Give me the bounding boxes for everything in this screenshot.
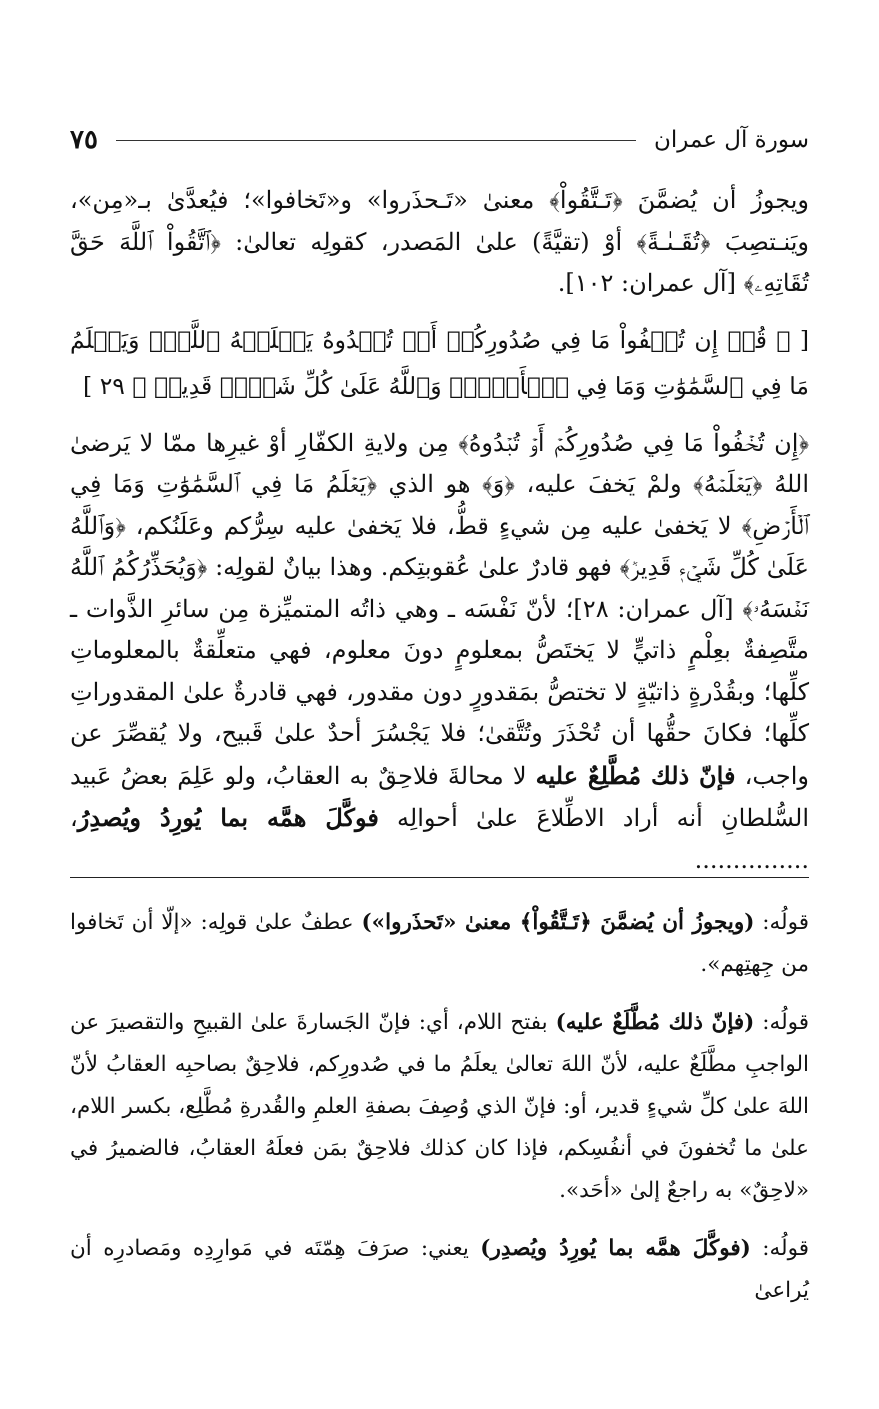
footnote-divider bbox=[70, 877, 809, 878]
note-2-prefix: قولُه: bbox=[754, 1010, 810, 1035]
running-title: سورة آل عمران bbox=[653, 127, 809, 153]
page-number: ٧٥ bbox=[70, 125, 98, 155]
paragraph-2-emphasis: فإنّ ذلك مُطَّلِعٌ عليه bbox=[535, 760, 736, 790]
note-3-lemma: (فوكَّلَ همَّه بما يُورِدُ ويُصدِر) bbox=[480, 1236, 751, 1261]
note-1-prefix: قولُه: bbox=[754, 910, 809, 935]
paragraph-2-emphasis-2: فوكَّلَ همَّه بما يُورِدُ ويُصدِرُ bbox=[77, 803, 379, 832]
quran-verse: [ ﴿ قُلۡ إِن تُخۡفُواْ مَا فِي صُدُورِكُمۡ أَوۡ تُبۡدُوهُ يَعۡلَمۡهُ ٱللَّهُۗ وَيَعۡلَمُ مَا فِي ٱلسَّمَٰوَٰتِ وَمَا فِي ٱلۡأَرۡضِۗ وَٱللَّهُ عَلَىٰ كُلِّ شَيۡءٖ قَدِيرٞ ﴾ ٢٩ ] bbox=[70, 325, 809, 400]
note-2-lemma: (فإنّ ذلك مُطَّلَعٌ عليه) bbox=[555, 1010, 755, 1035]
note-2 bbox=[70, 1002, 809, 1212]
page-header bbox=[70, 122, 809, 158]
main-text bbox=[70, 180, 809, 881]
header-rule bbox=[116, 140, 636, 141]
paragraph-2 bbox=[70, 423, 809, 882]
note-3-text: يعني: صرَفَ هِمّتَه في مَوارِدِه ومَصادرِه أن يُراعىٰ bbox=[70, 1236, 809, 1303]
paragraph-2-dots: ، ............... bbox=[70, 804, 809, 874]
paragraph-2-text: ﴿إِن تُخۡفُواْ مَا فِي صُدُورِكُمۡ أَوۡ تُبۡدُوهُ﴾ مِن ولايةِ الكفّارِ أوْ غيرِها ممّا لا يَرضىٰ اللهُ ﴿يَعۡلَمۡهُ﴾ ولمْ يَخفَ عليه، ﴿وَ﴾ هو الذي ﴿يَعۡلَمُ مَا فِي ٱلسَّمَٰوَٰتِ وَمَا فِي ٱلۡأَرۡضِ﴾ لا يَخفىٰ عليه مِن شيءٍ قطُّ، فلا يَخفىٰ عليه سِرُّكم وعَلَنُكم، ﴿وَٱللَّهُ عَلَىٰ كُلِّ شَيۡءٖ قَدِيرٞ﴾ فهو قادرٌ علىٰ عُقوبتِكم. وهذا بيانٌ لقولِه: ﴿وَيُحَذِّرُكُمُ ٱللَّهُ نَفۡسَهُۥ﴾ [آل عمران: ٢٨]؛ لأنّ نَفْسَه ـ وهي ذاتُه المتميِّزة مِن سائرِ الذَّوات ـ متَّصِفةٌ بعِلْمٍ ذاتيٍّ لا يَختَصُّ بمعلومٍ دونَ معلوم، فهي متعلِّقةٌ بالمعلوماتِ كلِّها؛ وبقُدْرةٍ ذاتيّةٍ لا تختصُّ بمَقدورٍ دون مقدور، فهي قادرةٌ علىٰ المقدوراتِ كلِّها؛ فكانَ حقُّها أن تُحْذَرَ وتُتَّقىٰ؛ فلا يَجْسُرَ أحدٌ علىٰ قَبيح، ولا يُقصِّرَ عن واجب، bbox=[70, 428, 809, 790]
note-3-prefix: قولُه: bbox=[750, 1236, 809, 1261]
paragraph-1: ويجوزُ أن يُضمَّنَ ﴿تَـتَّقُواْ﴾ معنىٰ «تَـحذَروا» و«تَخافوا»؛ فيُعدَّىٰ بـ«مِن»، ويَنـتصِبَ ﴿تُقَـىٰـةً﴾ أوْ (تقيَّةً) علىٰ المَصدر، كقولِه تعالىٰ: ﴿ٱتَّقُواْ ٱللَّهَ حَقَّ تُقَاتِهِۦ﴾ [آل عمران: ١٠٢]. bbox=[70, 186, 809, 297]
note-1 bbox=[70, 902, 809, 986]
note-2-text: بفتح اللام، أي: فإنّ الجَسارةَ علىٰ القبيحِ والتقصيرَ عن الواجبِ مطَّلَعٌ عليه، لأنّ اللهَ تعالىٰ يعلَمُ ما في صُدورِكم، فلاحِقٌ بصاحبِه العقابُ لأنّ اللهَ علىٰ كلِّ شيءٍ قدير، أو: فإنّ الذي وُصِفَ بصفةِ العلمِ والقُدرةِ مُطَّلِع، بكسر اللام، علىٰ ما تُخفونَ في أنفُسِكم، فإذا كان كذلك فلاحِقٌ بمَن فعلَهُ العقابُ، فالضميرُ في «لاحِقٌ» به راجعٌ إلىٰ «أحَد». bbox=[70, 1010, 809, 1203]
commentary-notes bbox=[70, 902, 809, 1328]
note-1-lemma: (ويجوزُ أن يُضمَّنَ ﴿تَـتَّقُواْ﴾ معنىٰ «تَحذَروا») bbox=[361, 910, 755, 935]
note-3 bbox=[70, 1228, 809, 1312]
note-1-text: عطفٌ علىٰ قولِه: «إلّا أن تَخافوا من جِهتِهم». bbox=[70, 910, 809, 977]
paragraph-2-tail: لا محالةَ فلاحِقٌ به العقابُ، ولو عَلِمَ بعضُ عَبيد السُّلطانِ أنه أراد الاطِّلاعَ علىٰ أحوالِه bbox=[70, 761, 809, 832]
